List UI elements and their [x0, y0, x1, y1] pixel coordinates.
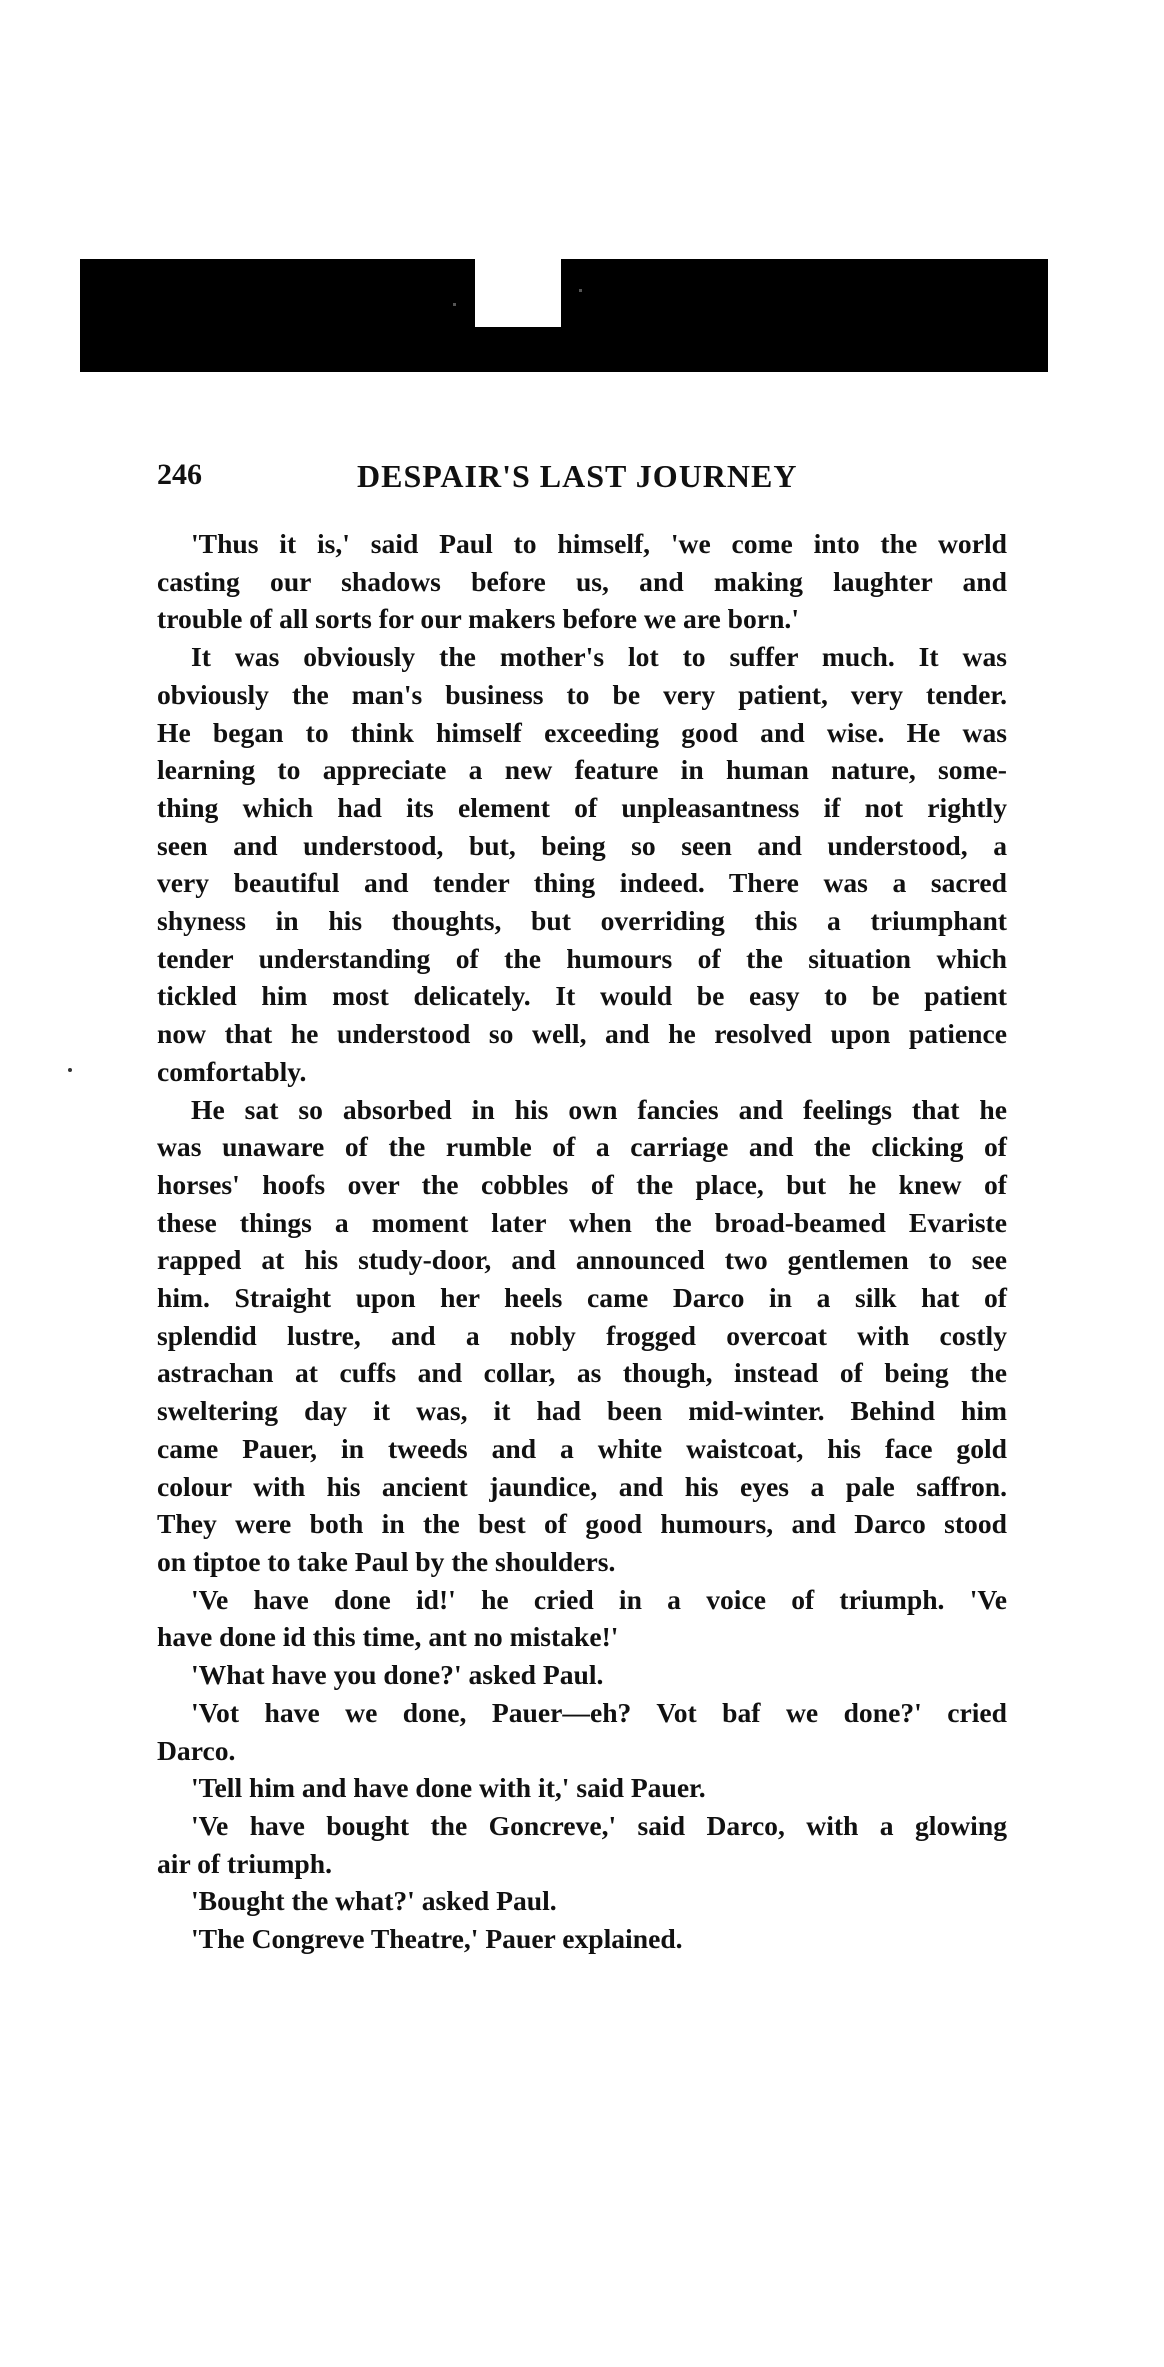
text-line: very beautiful and tender thing indeed. There was a sacred [157, 867, 1007, 899]
text-line: casting our shadows before us, and making laughter and [157, 565, 1007, 597]
text-line: It was obviously the mother's lot to suffer much. It was [191, 641, 1007, 673]
text-line: seen and understood, but, being so seen and understood, a [157, 829, 1007, 861]
body-text [157, 525, 1007, 1958]
text-line: came Pauer, in tweeds and a white waistcoat, his face gold [157, 1432, 1007, 1464]
text-line: He began to think himself exceeding good and wise. He was [157, 716, 1007, 748]
text-line: sweltering day it was, it had been mid-winter. Behind him [157, 1395, 1007, 1427]
text-line: 'Vot have we done, Pauer—eh? Vot baf we done?' cried [191, 1696, 1007, 1728]
text-line: rapped at his study-door, and announced two gentlemen to see [157, 1244, 1007, 1276]
text-line: have done id this time, ant no mistake!' [157, 1621, 619, 1653]
text-line: 'Thus it is,' said Paul to himself, 'we come into the world [191, 528, 1007, 559]
scan-black-bar [80, 259, 1048, 372]
text-line: astrachan at cuffs and collar, as though, instead of being the [157, 1357, 1007, 1389]
text-line: colour with his ancient jaundice, and his eyes a pale saffron. [157, 1470, 1007, 1502]
text-line: They were both in the best of good humours, and Darco stood [157, 1508, 1007, 1540]
text-line: was unaware of the rumble of a carriage and the clicking of [157, 1131, 1007, 1163]
text-line: learning to appreciate a new feature in human nature, some- [157, 754, 1007, 786]
text-line: 'Bought the what?' asked Paul. [191, 1885, 557, 1917]
scan-speck [579, 289, 582, 292]
text-line: tender understanding of the humours of the situation which [157, 942, 1007, 974]
text-line: tickled him most delicately. It would be easy to be patient [157, 980, 1007, 1012]
text-line: He sat so absorbed in his own fancies and feelings that he [191, 1093, 1007, 1125]
text-line: 'Ve have done id!' he cried in a voice of triumph. 'Ve [191, 1583, 1007, 1615]
text-line: 'Tell him and have done with it,' said Pauer. [191, 1772, 706, 1804]
text-line: 'What have you done?' asked Paul. [191, 1659, 604, 1691]
text-line: obviously the man's business to be very patient, very tender. [157, 678, 1007, 710]
text-line: these things a moment later when the broad-beamed Evariste [157, 1206, 1007, 1238]
text-line: air of triumph. [157, 1847, 333, 1879]
text-line: trouble of all sorts for our makers before we are born.' [157, 603, 799, 635]
text-line: shyness in his thoughts, but overriding this a triumphant [157, 905, 1007, 937]
text-line: Darco. [157, 1734, 236, 1766]
text-line: splendid lustre, and a nobly frogged overcoat with costly [157, 1319, 1007, 1351]
scan-notch [475, 259, 561, 327]
scan-speck [453, 303, 456, 306]
text-line: on tiptoe to take Paul by the shoulders. [157, 1545, 616, 1577]
text-line: horses' hoofs over the cobbles of the place, but he knew of [157, 1168, 1007, 1200]
page-header [157, 458, 1007, 502]
text-line: now that he understood so well, and he resolved upon patience [157, 1018, 1007, 1050]
page-number: 246 [157, 458, 202, 491]
text-line: 'The Congreve Theatre,' Pauer explained. [191, 1923, 683, 1955]
margin-speck [68, 1068, 72, 1072]
text-line: thing which had its element of unpleasantness if not rightly [157, 791, 1007, 823]
text-line: him. Straight upon her heels came Darco in a silk hat of [157, 1282, 1007, 1314]
running-head: DESPAIR'S LAST JOURNEY [357, 458, 798, 494]
text-line: 'Ve have bought the Goncreve,' said Darco, with a glowing [191, 1809, 1007, 1841]
text-line: comfortably. [157, 1055, 307, 1087]
